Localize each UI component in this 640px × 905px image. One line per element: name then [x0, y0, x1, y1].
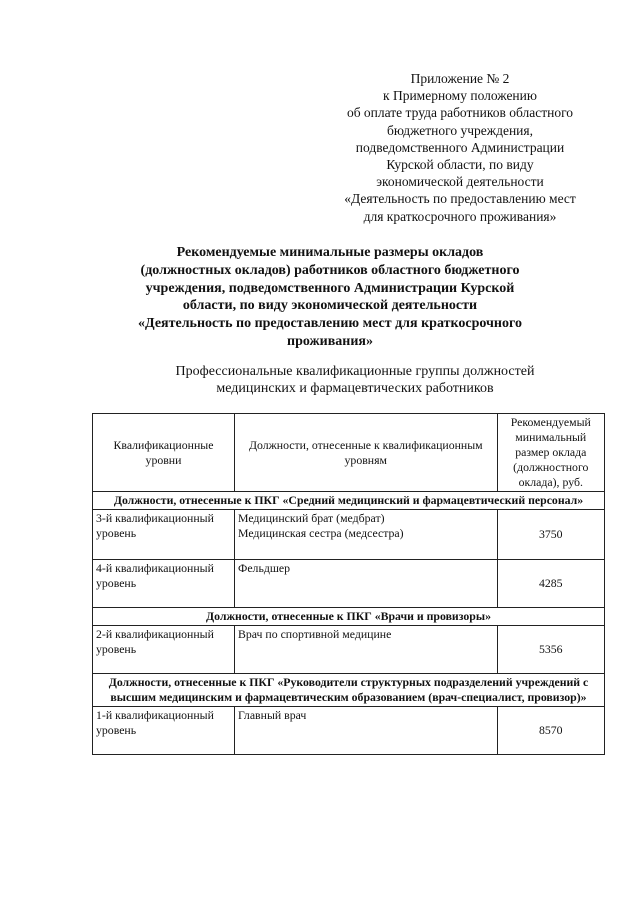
position-name: Главный врач	[238, 708, 307, 722]
position-name: Медицинский брат (медбрат)	[238, 511, 385, 525]
section-title-doctors: Должности, отнесенные к ПКГ «Врачи и провизоры»	[93, 608, 605, 626]
subtitle-line: Профессиональные квалификационные группы должностей	[175, 364, 535, 379]
document-subtitle	[120, 363, 590, 397]
title-line: Рекомендуемые минимальные размеры окладов	[176, 245, 484, 260]
position-name: Фельдшер	[238, 561, 291, 575]
salary-cell: 5356	[497, 626, 604, 674]
positions-cell	[235, 510, 498, 560]
appendix-line: Курской области, по виду	[386, 157, 534, 173]
table-row	[93, 626, 605, 674]
header-salary: Рекомендуемый минимальный размер оклада (должностного оклада), руб.	[497, 414, 604, 492]
appendix-block	[300, 70, 620, 225]
positions-cell	[235, 626, 498, 674]
section-row	[93, 492, 605, 510]
table-header-row	[93, 414, 605, 492]
level-cell: 1-й квалификационный уровень	[93, 707, 235, 755]
title-line: области, по виду экономической деятельности	[182, 298, 478, 314]
table-row	[93, 707, 605, 755]
appendix-line: об оплате труда работников областного	[346, 105, 574, 121]
level-cell: 2-й квалификационный уровень	[93, 626, 235, 674]
document-title	[100, 244, 560, 351]
position-name: Врач по спортивной медицине	[238, 627, 392, 641]
section-row	[93, 608, 605, 626]
appendix-line: экономической деятельности	[376, 174, 544, 190]
section-title-heads: Должности, отнесенные к ПКГ «Руководители структурных подразделений учреждений с высшим медицинским и фармацевтическим образованием (врач-специалист, провизор)»	[93, 674, 605, 707]
appendix-line: для краткосрочного проживания»	[363, 208, 557, 224]
header-positions: Должности, отнесенные к квалификационным уровням	[235, 414, 498, 492]
level-cell: 3-й квалификационный уровень	[93, 510, 235, 560]
table-row	[93, 560, 605, 608]
position-name: Медицинская сестра (медсестра)	[238, 526, 404, 540]
title-line: (должностных окладов) работников областного бюджетного	[140, 262, 520, 278]
appendix-line: к Примерному положению	[383, 88, 537, 104]
title-line: проживания»	[287, 333, 373, 349]
salary-cell: 4285	[497, 560, 604, 608]
positions-cell	[235, 707, 498, 755]
header-level: Квалификационные уровни	[93, 414, 235, 492]
appendix-line: Приложение № 2	[410, 71, 510, 86]
appendix-line: «Деятельность по предоставлению мест	[344, 191, 576, 207]
section-title-nursing: Должности, отнесенные к ПКГ «Средний медицинский и фармацевтический персонал»	[93, 492, 605, 510]
salary-cell: 3750	[497, 510, 604, 560]
level-cell: 4-й квалификационный уровень	[93, 560, 235, 608]
appendix-line: бюджетного учреждения,	[387, 122, 533, 138]
table-row	[93, 510, 605, 560]
title-line: учреждения, подведомственного Администрации Курской	[145, 280, 515, 296]
section-row	[93, 674, 605, 707]
salary-cell: 8570	[497, 707, 604, 755]
salary-table	[92, 413, 605, 755]
title-line: «Деятельность по предоставлению мест для краткосрочного	[138, 316, 522, 332]
subtitle-line: медицинских и фармацевтических работников	[216, 381, 494, 396]
positions-cell	[235, 560, 498, 608]
appendix-line: подведомственного Администрации	[355, 139, 565, 155]
